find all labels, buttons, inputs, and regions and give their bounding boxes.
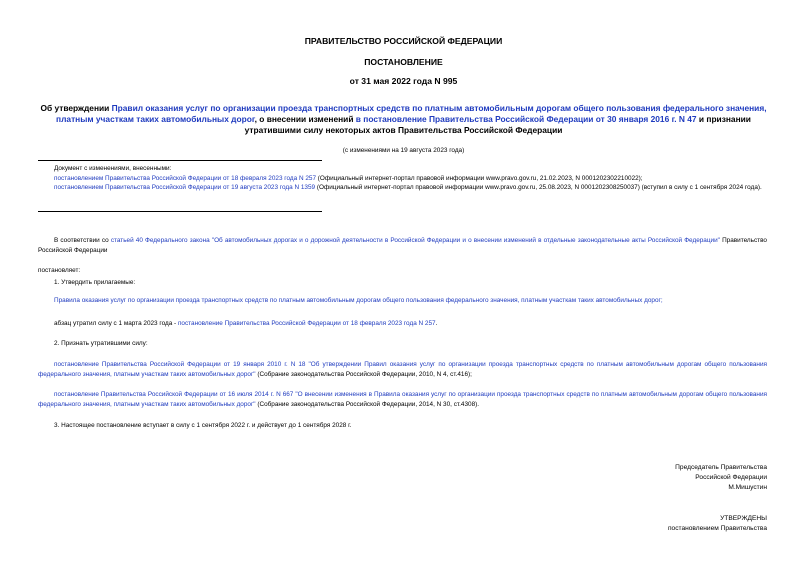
title-text-2: , о внесении изменений xyxy=(254,114,356,124)
repeal-2-paragraph xyxy=(38,390,767,409)
title-rules-link[interactable]: Правил оказания услуг по организации проезда транспортных средств по платным автомобильным дорогам общего пользования федерального значения, платным участкам таких автомобильных дорог xyxy=(56,103,767,124)
preamble-text-1: В соответствии со xyxy=(54,237,111,244)
item-1-rules-paragraph xyxy=(38,296,767,306)
repeal-2-text: (Собрание законодательства Российской Федерации, 2014, N 30, ст.4308). xyxy=(255,400,480,408)
title-text-3: и признании утратившими силу некоторых актов Правительства Российской Федерации xyxy=(244,114,751,135)
signature-name: М.Мишустин xyxy=(728,483,767,491)
change-item-1 xyxy=(38,174,767,184)
approved-rules-link[interactable]: Правила оказания услуг по организации проезда транспортных средств по платным автомобильным дорогам общего пользования федерального значения, платным участкам таких автомобильных дорог; xyxy=(54,297,663,304)
signature-position: Председатель Правительства xyxy=(675,464,767,471)
title-amended-decree-link[interactable]: в постановление Правительства Российской Федерации от 30 января 2016 г. N 47 xyxy=(355,114,697,124)
abzac-paragraph xyxy=(38,319,767,329)
repeal-1-paragraph xyxy=(38,360,767,379)
changes-bottom-divider xyxy=(38,211,322,212)
repeal-1-link[interactable]: постановление Правительства Российской Федерации от 19 января 2010 г. N 18 "Об утверждении Правил оказания услуг по организации проезда транспортных средств по платным автомобильным дорогам общего пользования федерального значения, платным участкам таких автомобильных дорог" xyxy=(38,361,767,378)
change-item-2 xyxy=(38,183,767,193)
item-2-paragraph: 2. Признать утратившими силу: xyxy=(54,340,148,347)
item-3-paragraph: 3. Настоящее постановление вступает в силу с 1 сентября 2022 г. и действует до 1 сентября 2028 г. xyxy=(54,422,352,429)
abzac-decree-link[interactable]: постановление Правительства Российской Федерации от 18 февраля 2023 года N 257 xyxy=(177,320,436,327)
change-item-2-text: (Официальный интернет-портал правовой информации www.pravo.gov.ru, 25.08.2023, N 0001202308250037) (вступил в силу с 1 сентября 2024 года). xyxy=(315,184,762,192)
decrees-word: постановляет: xyxy=(38,267,81,274)
preamble-paragraph xyxy=(38,236,767,255)
change-item-1-link[interactable]: постановлением Правительства Российской Федерации от 18 февраля 2023 года N 257 xyxy=(54,174,317,182)
approved-block xyxy=(668,514,767,534)
item-1-paragraph: 1. Утвердить прилагаемые: xyxy=(54,279,136,286)
amendment-note: (с изменениями на 19 августа 2023 года) xyxy=(342,147,465,154)
signature-block xyxy=(675,463,767,492)
preamble-text-2: Правительство Российской Федерации xyxy=(38,237,767,254)
change-item-2-link[interactable]: постановлением Правительства Российской Федерации от 19 августа 2023 года N 1359 xyxy=(54,184,316,192)
preamble-law-link[interactable]: статьей 40 Федерального закона "Об автомобильных дорогах и о дорожной деятельности в Российской Федерации и о внесении изменений в отдельные законодательные акты Российской Федерации" xyxy=(110,237,720,244)
change-item-1-text: (Официальный интернет-портал правовой информации www.pravo.gov.ru, 21.02.2023, N 0001202302210022); xyxy=(316,174,643,182)
approved-label: УТВЕРЖДЕНЫ xyxy=(720,515,767,522)
changes-top-divider xyxy=(38,160,322,161)
repeal-1-text: (Собрание законодательства Российской Федерации, 2010, N 4, ст.416); xyxy=(255,370,472,378)
approved-by: постановлением Правительства xyxy=(667,524,767,532)
abzac-text-2: . xyxy=(435,320,438,327)
changes-block xyxy=(38,164,767,193)
abzac-text-1: абзац утратил силу с 1 марта 2023 года - xyxy=(54,320,178,327)
signature-organization: Российской Федерации xyxy=(695,473,767,481)
government-heading: ПРАВИТЕЛЬСТВО РОССИЙСКОЙ ФЕДЕРАЦИИ xyxy=(304,36,503,46)
document-title xyxy=(40,103,767,136)
changes-intro: Документ с изменениями, внесенными: xyxy=(54,165,172,172)
repeal-2-link[interactable]: постановление Правительства Российской Федерации от 16 июля 2014 г. N 667 "О внесении изменения в Правила оказания услуг по организации проезда транспортных средств по платным автомобильным дорогам общего пользования федерального значения, платным участкам таких автомобильных дорог" xyxy=(38,391,767,408)
document-type-heading: ПОСТАНОВЛЕНИЕ xyxy=(364,57,443,67)
title-text-1: Об утверждении xyxy=(40,103,112,113)
document-date-heading: от 31 мая 2022 года N 995 xyxy=(349,76,458,86)
